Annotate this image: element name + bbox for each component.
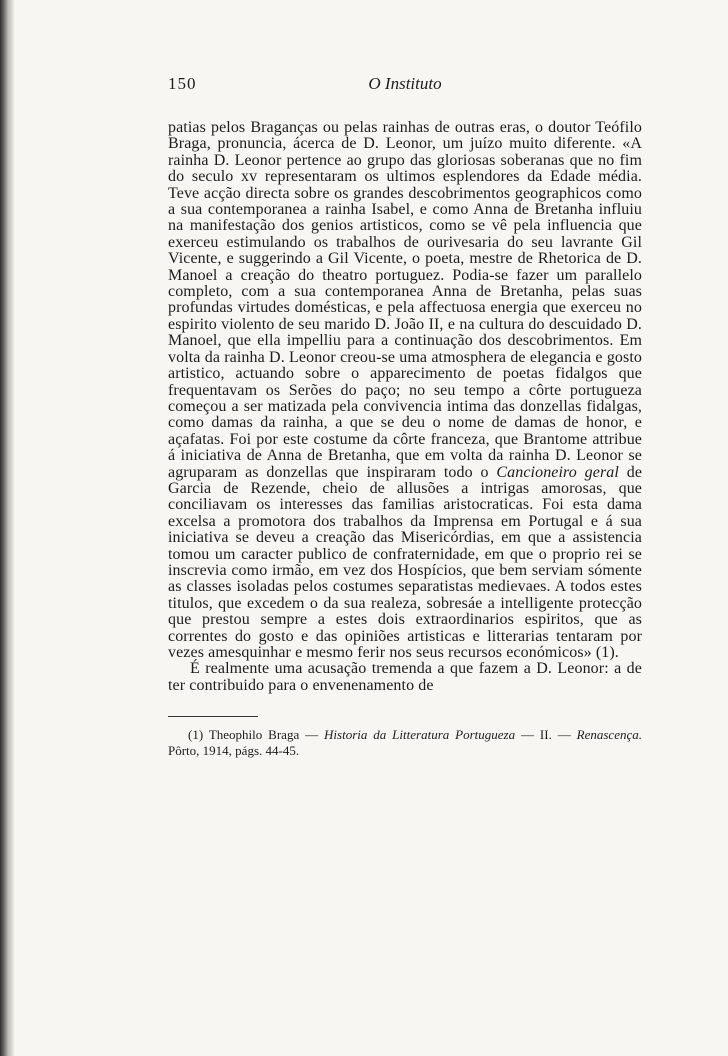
book-page	[168, 74, 642, 758]
body-text	[168, 120, 642, 694]
footnote-author: (1) Theophilo Braga —	[188, 727, 325, 743]
page-number: 150	[168, 74, 197, 93]
paragraph: É realmente uma acusação tremenda a que fazem a D. Leonor: a de ter contribuido para o envenenamento de	[168, 660, 642, 694]
footnote-subtitle: Renascença.	[576, 727, 642, 743]
footnote-book-title: Historia da Litteratura Portugueza	[324, 727, 516, 743]
footnote-divider	[168, 716, 258, 717]
book-title-cancioneiro: Cancioneiro geral	[496, 463, 619, 481]
footnote	[168, 727, 642, 758]
paragraph-continued	[168, 120, 642, 661]
journal-title: O Instituto	[368, 74, 442, 93]
running-head	[168, 74, 642, 100]
paragraph-text: de Garcia de Rezende, cheio de allusões a intrigas amorosas, que conciliavam os interesses das familias aristocraticas. Foi esta dama excelsa a promotora dos trabalhos da Imprensa em Portugal e á sua iniciativa se deveu a creação das Misericórdias, em que a assistencia tomou um caracter publico de confraternidade, em que o proprio rei se inscrevia como irmão, em vez dos Hospícios, que bem serviam sómente as classes isoladas pelos costumes separatistas medievaes. A todos estes titulos, que excedem o da sua realeza, sobresáe a intelligente protecção que prestou sempre a estes dois extraordinarios espiritos, que as correntes do gosto e das opiniões artisticas e litterarias tentaram por vezes amesquinhar e mesmo ferir nos seus recursos económicos» (1).	[168, 463, 643, 661]
paragraph-text: patias pelos Braganças ou pelas rainhas de outras eras, o doutor Teófilo Braga, pronuncia, ácerca de D. Leonor, um juízo muito diferente. «A rainha D. Leonor pertence ao grupo das gloriosas soberanas que no fim do seculo xv representaram os ultimos esplendores da Edade média. Teve acção directa sobre os grandes descobrimentos geographicos como a sua contemporanea a rainha Isabel, e como Anna de Bretanha influiu na manifestação dos genios artisticos, como se vê pela influencia que exerceu estimulando os trabalhos de ourivesaria do seu lavrante Gil Vicente, e suggerindo a Gil Vicente, o poeta, mestre de Rhetorica de D. Manoel a creação do theatro portuguez. Podia-se fazer um parallelo completo, com a sua contemporanea Anna de Bretanha, pelas suas profundas virtudes domésticas, e pela affectuosa energia que exerceu no espirito violento de seu marido D. João II, e na cultura do descuidado D. Manoel, que ella impelliu para a continuação dos descobrimentos. Em volta da rainha D. Leonor creou-se uma atmosphera de elegancia e gosto artistico, actuando sobre o apparecimento de poetas fidalgos que frequentavam os Serões do paço; no seu tempo a côrte portugueza começou a ser matizada pela convivencia intima das donzellas fidalgas, como damas da rainha, a que se deu o nome de damas de honor, e açafatas. Foi por este costume da côrte franceza, que Brantome attribue á iniciativa de Anna de Bretanha, que em volta da rainha D. Leonor se agruparam as donzellas que inspiraram todo o	[168, 119, 642, 481]
footnote-publication: Pôrto, 1914, págs. 44-45.	[168, 742, 300, 758]
binding-shadow	[0, 0, 14, 1056]
footnote-volume: — II. —	[515, 727, 577, 743]
